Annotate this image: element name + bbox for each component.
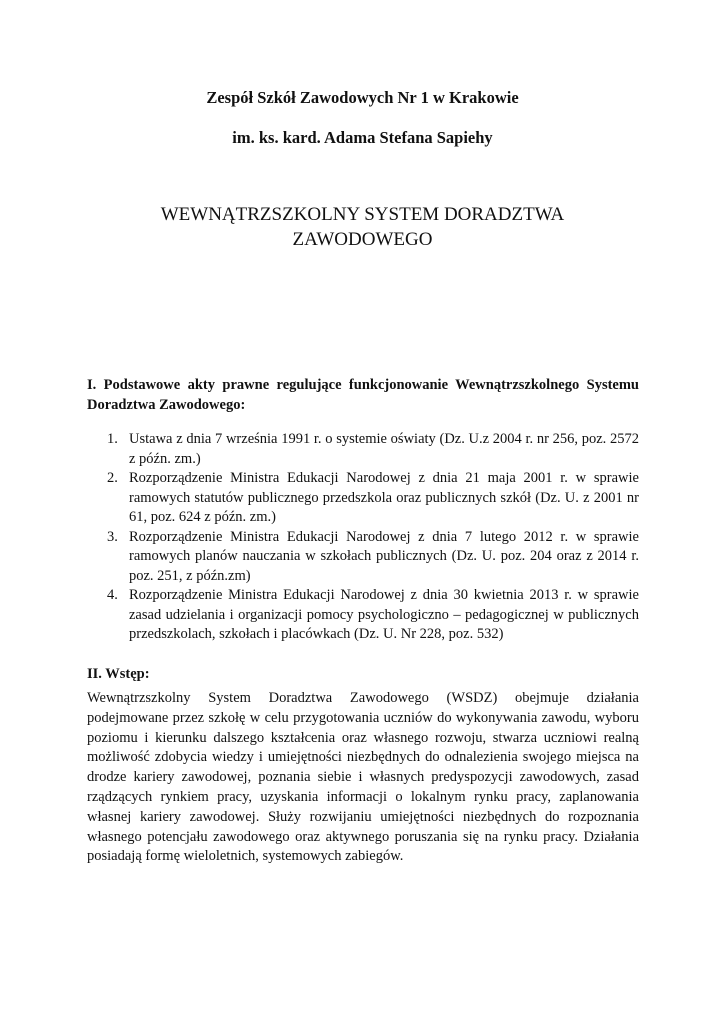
school-patron: im. ks. kard. Adama Stefana Sapiehy [232,128,493,147]
intro-paragraph: Wewnątrzszkolny System Doradztwa Zawodowego (WSDZ) obejmuje działania podejmowane przez szkołę w celu przygotowania uczniów do wykonywania zawodu, wyboru poziomu i kierunku dalszego kształcenia oraz własnego rozwoju, stwarza uczniowi realną możliwość zdobycia wiedzy i umiejętności niezbędnych do odnalezienia swojego miejsca na drodze kariery zawodowej, poznania siebie i własnych predyspozycji zawodowych, zasad rządzących rynkiem pracy, uzyskania informacji o lokalnym rynku pracy, zaplanowania własnej kariery zawodowej. Służy rozwijaniu umiejętności niezbędnych do rozpoznania własnego potencjału zawodowego oraz aktywnego poruszania się na rynku pracy. Działania posiadają formę wieloletnich, systemowych zabiegów. [87,690,639,865]
legal-act-number: 4. [107,587,118,603]
document-title-line-2: ZAWODOWEGO [292,229,433,250]
legal-act-text: Rozporządzenie Ministra Edukacji Narodowej z dnia 7 lutego 2012 r. w sprawie ramowych planów nauczania w szkołach publicznych (Dz. U. poz. 204 oraz z 2014 r. poz. 251, z późn.zm) [129,528,639,584]
legal-act-item [87,528,639,587]
legal-act-text: Ustawa z dnia 7 września 1991 r. o systemie oświaty (Dz. U.z 2004 r. nr 256, poz. 2572 z późn. zm.) [129,431,639,467]
section-2-heading: II. Wstęp: [87,666,150,682]
legal-act-number: 1. [107,431,118,447]
document-title-line-1: WEWNĄTRZSZKOLNY SYSTEM DORADZTWA [160,204,565,225]
legal-act-text: Rozporządzenie Ministra Edukacji Narodowej z dnia 30 kwietnia 2013 r. w sprawie zasad udzielania i organizacji pomocy psychologiczno – pedagogicznej w publicznych przedszkolach, szkołach i placówkach (Dz. U. Nr 228, poz. 532) [129,587,639,642]
legal-acts-list [87,430,639,645]
legal-act-item [87,586,639,645]
legal-act-item [87,469,639,528]
legal-act-number: 2. [107,470,118,486]
legal-act-text: Rozporządzenie Ministra Edukacji Narodowej z dnia 21 maja 2001 r. w sprawie ramowych statutów publicznego przedszkola oraz publicznych szkół (Dz. U. z 2001 nr 61, poz. 624 z późn. zm.) [129,470,639,525]
school-name: Zespół Szkół Zawodowych Nr 1 w Krakowie [206,88,519,107]
section-1-heading: I. Podstawowe akty prawne regulujące funkcjonowanie Wewnątrzszkolnego Systemu Doradztwa Zawodowego: [87,377,639,413]
legal-act-number: 3. [107,528,118,545]
document-title [100,202,625,252]
legal-act-item [87,430,639,469]
